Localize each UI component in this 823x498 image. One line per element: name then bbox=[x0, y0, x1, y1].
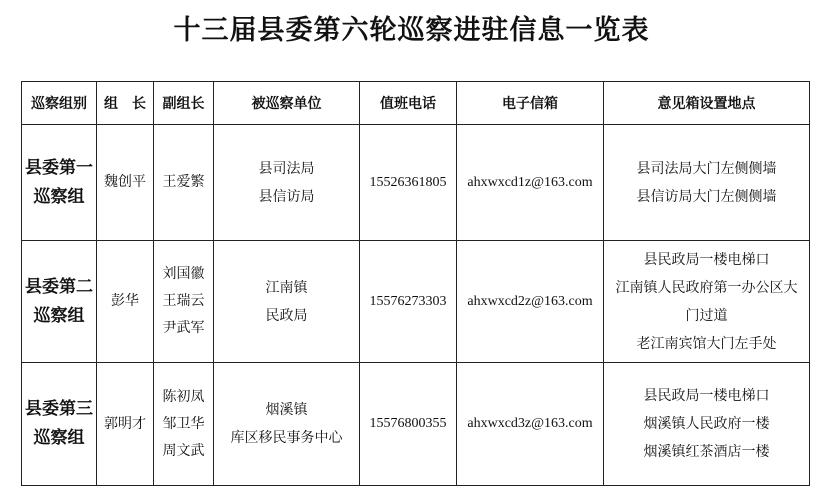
unit-name: 库区移民事务中心 bbox=[230, 430, 343, 446]
leader-cell: 魏创平 bbox=[97, 125, 154, 241]
deputy-name: 尹武军 bbox=[162, 320, 205, 336]
column-header-leader: 组 长 bbox=[97, 82, 154, 125]
unit-cell bbox=[214, 363, 360, 486]
deputy-cell bbox=[154, 241, 214, 363]
unit-cell bbox=[214, 241, 360, 363]
column-header-email: 电子信箱 bbox=[457, 82, 604, 125]
unit-name: 民政局 bbox=[265, 307, 308, 324]
location-line: 烟溪镇人民政府一楼 bbox=[643, 416, 770, 432]
unit-name: 县司法局 bbox=[258, 160, 315, 177]
email-cell: ahxwxcd3z@163.com bbox=[457, 363, 604, 486]
table-row bbox=[22, 241, 810, 363]
column-header-deputy: 副组长 bbox=[154, 82, 214, 125]
deputy-cell bbox=[154, 363, 214, 486]
group-line: 巡察组 bbox=[33, 428, 85, 448]
unit-cell bbox=[214, 125, 360, 241]
location-cell bbox=[604, 363, 810, 486]
info-table bbox=[21, 81, 810, 486]
group-line: 县委第二 bbox=[25, 276, 93, 297]
column-header-location: 意见箱设置地点 bbox=[604, 82, 810, 125]
location-line: 县民政局一楼电梯口 bbox=[643, 388, 770, 404]
location-line: 江南镇人民政府第一办公区大 bbox=[615, 279, 798, 296]
deputy-name: 王瑞云 bbox=[162, 293, 205, 309]
column-header-group: 巡察组别 bbox=[22, 82, 97, 125]
location-line: 门过道 bbox=[685, 307, 728, 324]
phone-cell: 15576273303 bbox=[360, 241, 457, 363]
deputy-name: 王爱繁 bbox=[162, 174, 205, 190]
group-cell bbox=[22, 241, 97, 363]
group-line: 县委第一 bbox=[25, 157, 93, 178]
leader-cell: 郭明才 bbox=[97, 363, 154, 486]
location-cell bbox=[604, 125, 810, 241]
group-line: 巡察组 bbox=[33, 305, 85, 326]
column-header-phone: 值班电话 bbox=[360, 82, 457, 125]
deputy-name: 邹卫华 bbox=[162, 415, 205, 432]
email-cell: ahxwxcd2z@163.com bbox=[457, 241, 604, 363]
phone-cell: 15576800355 bbox=[360, 363, 457, 486]
table-row bbox=[22, 125, 810, 241]
table-row bbox=[22, 363, 810, 486]
location-cell bbox=[604, 241, 810, 363]
deputy-name: 刘国徽 bbox=[162, 266, 205, 282]
page-title: 十三届县委第六轮巡察进驻信息一览表 bbox=[173, 15, 650, 46]
column-header-unit: 被巡察单位 bbox=[214, 82, 360, 125]
phone-cell: 15526361805 bbox=[360, 125, 457, 241]
unit-name: 县信访局 bbox=[258, 188, 315, 205]
location-line: 老江南宾馆大门左手处 bbox=[636, 335, 777, 352]
group-line: 县委第三 bbox=[25, 399, 93, 419]
deputy-name: 陈初凤 bbox=[162, 388, 205, 405]
leader-cell: 彭华 bbox=[97, 241, 154, 363]
header-row bbox=[22, 82, 810, 125]
unit-name: 烟溪镇 bbox=[265, 402, 308, 418]
location-line: 县民政局一楼电梯口 bbox=[643, 251, 770, 268]
group-cell bbox=[22, 125, 97, 241]
group-line: 巡察组 bbox=[33, 186, 85, 207]
deputy-name: 周文武 bbox=[162, 442, 205, 459]
email-cell: ahxwxcd1z@163.com bbox=[457, 125, 604, 241]
location-line: 县司法局大门左侧侧墙 bbox=[636, 160, 777, 177]
group-cell bbox=[22, 363, 97, 486]
unit-name: 江南镇 bbox=[265, 279, 308, 296]
deputy-cell bbox=[154, 125, 214, 241]
location-line: 县信访局大门左侧侧墙 bbox=[636, 188, 777, 205]
location-line: 烟溪镇红茶酒店一楼 bbox=[643, 444, 770, 460]
